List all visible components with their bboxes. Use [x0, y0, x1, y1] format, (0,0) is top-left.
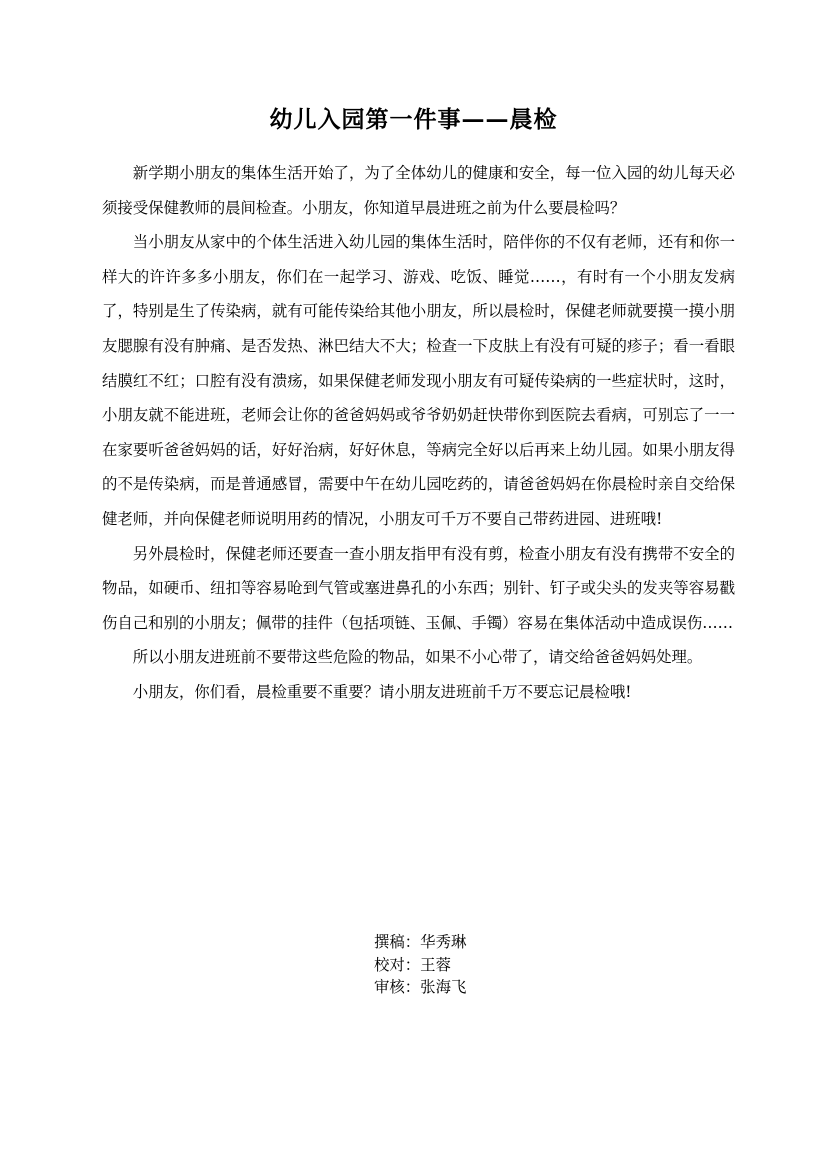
paragraph-safety-check: 另外晨检时，保健老师还要查一查小朋友指甲有没有剪，检查小朋友有没有携带不安全的物品，如硬币、纽扣等容易呛到气管或塞进鼻孔的小东西；别针、钉子或尖头的发夹等容易戳伤自己和别的小朋友；佩带的挂件（包括项链、玉佩、手镯）容易在集体活动中造成误伤……: [102, 544, 735, 632]
paragraph-dangerous-items: 所以小朋友进班前不要带这些危险的物品，如果不小心带了，请交给爸爸妈妈处理。: [132, 648, 703, 667]
document-title: 幼儿入园第一件事——晨检: [269, 106, 558, 133]
credit-proofreader: 校对：王蓉: [374, 955, 451, 974]
credit-author: 撰稿：华秀琳: [374, 933, 467, 951]
paragraph-reason: 当小朋友从家中的个体生活进入幼儿园的集体生活时，陪伴你的不仅有老师，还有和你一样大的许许多多小朋友，你们在一起学习、游戏、吃饭、睡觉……，有时有一个小朋友发病了，特别是生了传染病，就有可能传染给其他小朋友，所以晨检时，保健老师就要摸一摸小朋友腮腺有没有肿痛、是否发热、淋巴结大不大；检查一下皮肤上有没有可疑的疹子；看一看眼结膜红不红；口腔有没有溃疡，如果保健老师发现小朋友有可疑传染病的一些症状时，这时，小朋友就不能进班，老师会让你的爸爸妈妈或爷爷奶奶赶快带你到医院去看病，可别忘了一一在家要听爸爸妈妈的话，好好治病，好好休息，等病完全好以后再来上幼儿园。如果小朋友得的不是传染病，而是普通感冒，需要中午在幼儿园吃药的，请爸爸妈妈在你晨检时亲自交给保健老师，并向保健老师说明用药的情况，小朋友可千万不要自己带药进园、进班哦!: [102, 233, 735, 528]
credits-block: [374, 931, 466, 999]
credit-reviewer: 审核：张海飞: [374, 978, 467, 996]
document-body: [102, 156, 735, 710]
paragraph-intro: 新学期小朋友的集体生活开始了，为了全体幼儿的健康和安全，每一位入园的幼儿每天必须接受保健教师的晨间检查。小朋友，你知道早晨进班之前为什么要晨检吗？: [102, 164, 735, 217]
paragraph-conclusion: 小朋友，你们看，晨检重要不重要？请小朋友进班前千万不要忘记晨检哦!: [132, 682, 632, 701]
